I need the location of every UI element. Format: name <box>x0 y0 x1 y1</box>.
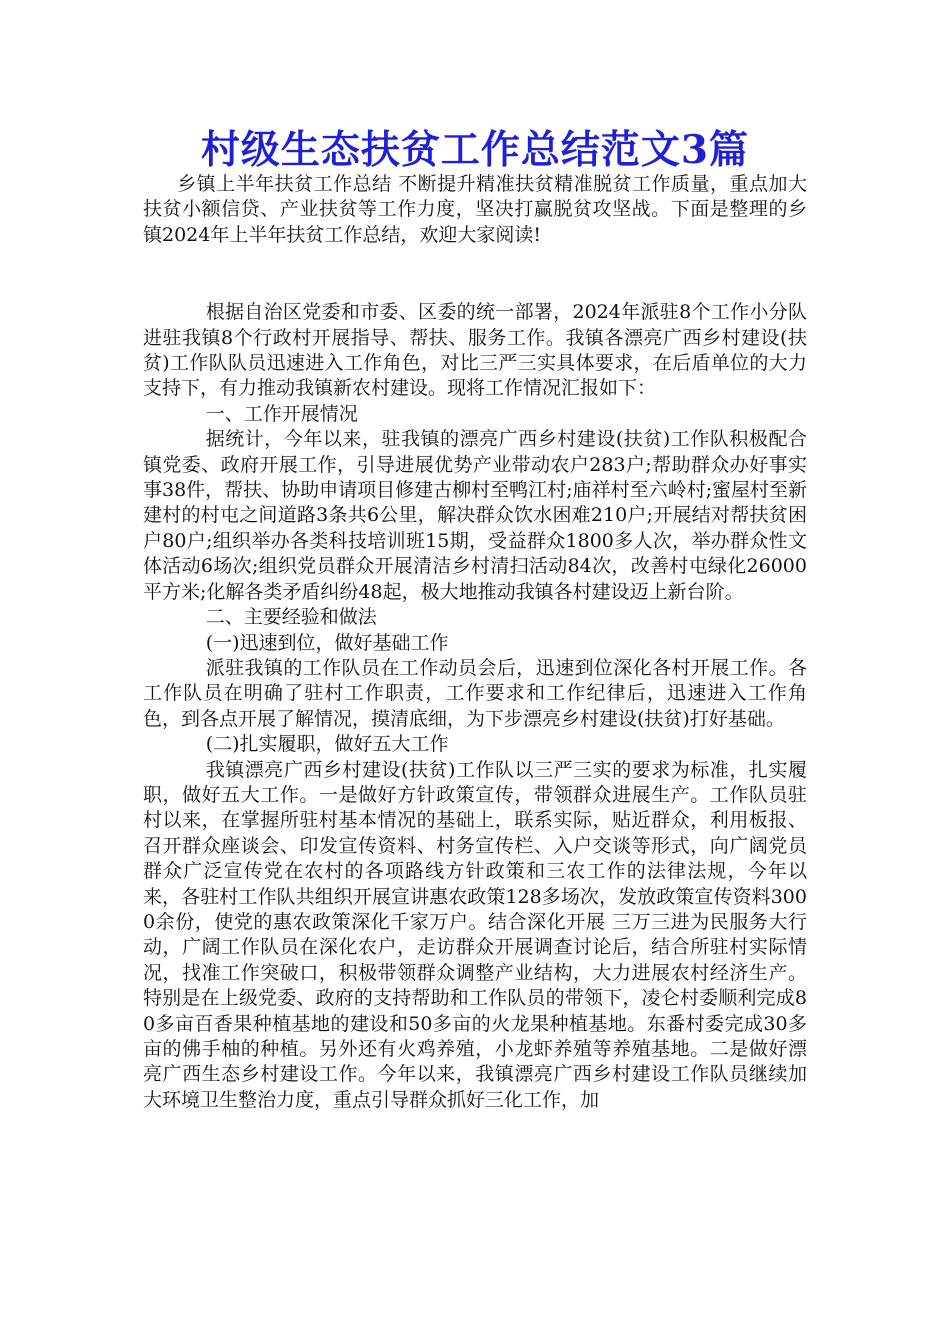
paragraph-statistics: 据统计，今年以来，驻我镇的漂亮广西乡村建设(扶贫)工作队积极配合镇党委、政府开展工作，引导进展优势产业带动农户283户;帮助群众办好事实事38件，帮扶、协助申请项目修建古柳村至鸭江村;庙祥村至六岭村;蜜屋村至新建村的村屯之间道路3条共6公里，解决群众饮水困难210户;开展结对帮扶贫困户80户;组织举办各类科技培训班15期，受益群众1800多人次，举办群众性文体活动6场次;组织党员群众开展清洁乡村清扫活动84次，改善村屯绿化26000平方米;化解各类矛盾纠纷48起，极大地推动我镇各村建设迈上新台阶。 <box>143 428 807 603</box>
section-heading-2: 二、主要经验和做法 <box>205 606 377 629</box>
document-title: 村级生态扶贫工作总结范文3篇 <box>200 127 750 173</box>
paragraph-rapid-deployment: 派驻我镇的工作队员在工作动员会后，迅速到位深化各村开展工作。各工作队员在明确了驻村工作职责，工作要求和工作纪律后，迅速进入工作角色，到各点开展了解情况，摸清底细，为下步漂亮乡村建设(扶贫)打好基础。 <box>143 656 807 730</box>
subsection-heading-1: (一)迅速到位，做好基础工作 <box>205 631 449 654</box>
paragraph-five-tasks: 我镇漂亮广西乡村建设(扶贫)工作队以三严三实的要求为标准，扎实履职，做好五大工作。一是做好方针政策宣传，带领群众进展生产。工作队员驻村以来，在掌握所驻村基本情况的基础上，联系实际，贴近群众，利用板报、召开群众座谈会、印发宣传资料、村务宣传栏、入户交谈等形式，向广阔党员群众广泛宣传党在农村的各项路线方针政策和三农工作的法律法规，今年以来，各驻村工作队共组织开展宣讲惠农政策128多场次，发放政策宣传资料3000余份，使党的惠农政策深化千家万户。结合深化开展 三万三进为民服务大行动，广阔工作队员在深化农户，走访群众开展调查讨论后，结合所驻村实际情况，找准工作突破口，积极带领群众调整产业结构，大力进展农村经济生产。特别是在上级党委、政府的支持帮助和工作队员的带领下，凌仑村委顺利完成80多亩百香果种植基地的建设和50多亩的火龙果种植基地。东番村委完成30多亩的佛手柚的种植。另外还有火鸡养殖，小龙虾养殖等养殖基地。二是做好漂亮广西生态乡村建设工作。今年以来，我镇漂亮广西乡村建设工作队员继续加大环境卫生整治力度，重点引导群众抓好三化工作，加 <box>143 758 807 1111</box>
paragraph-spacer <box>143 248 807 300</box>
intro-paragraph: 乡镇上半年扶贫工作总结 不断提升精准扶贫精准脱贫工作质量，重点加大扶贫小额信贷、产业扶贫等工作力度，坚决打赢脱贫攻坚战。下面是整理的乡镇2024年上半年扶贫工作总结，欢迎大家阅读! <box>143 173 807 246</box>
section-heading-1: 一、工作开展情况 <box>205 402 358 425</box>
paragraph-deployment: 根据自治区党委和市委、区委的统一部署，2024年派驻8个工作小分队进驻我镇8个行政村开展指导、帮扶、服务工作。我镇各漂亮广西乡村建设(扶贫)工作队队员迅速进入工作角色，对比三严三实具体要求，在后盾单位的大力支持下，有力推动我镇新农村建设。现将工作情况汇报如下： <box>143 301 807 400</box>
subsection-heading-2: (二)扎实履职，做好五大工作 <box>205 733 449 756</box>
document-body <box>143 172 807 1113</box>
